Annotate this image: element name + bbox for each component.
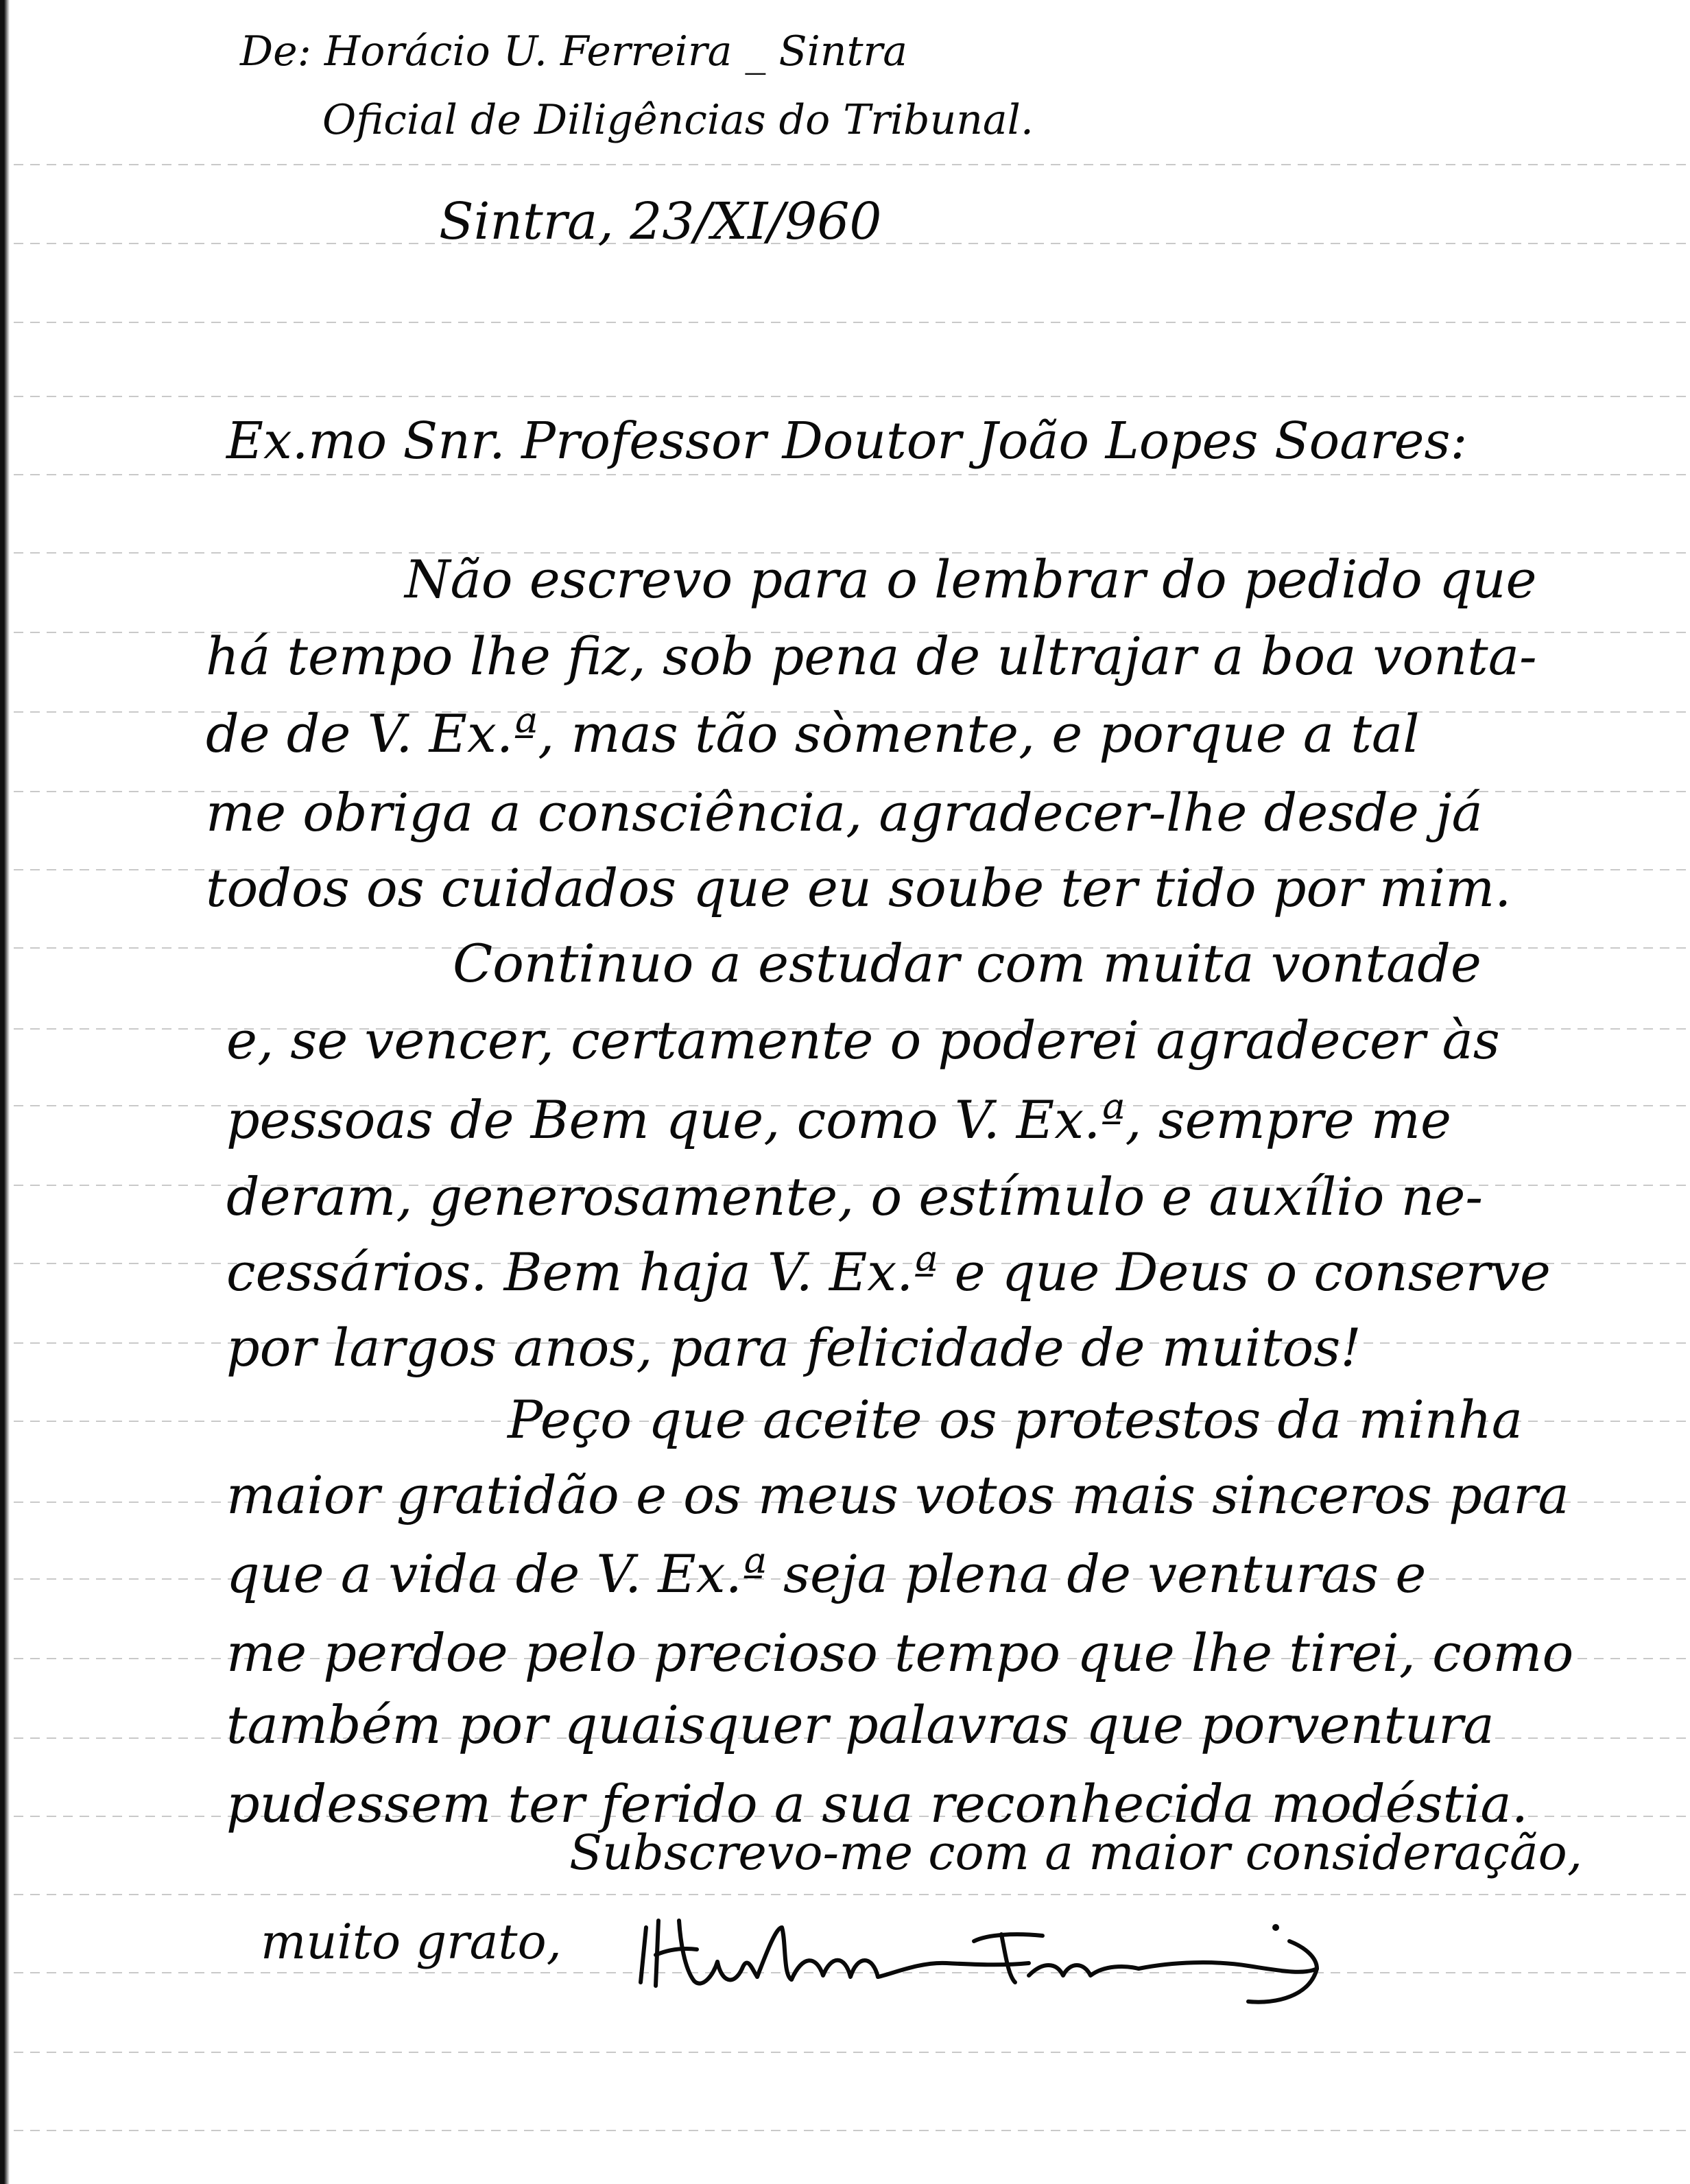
body-line: Não escrevo para o lembrar do pedido que [405,549,1537,610]
body-line: cessários. Bem haja V. Ex.ª e que Deus o conserve [226,1242,1551,1303]
body-line: há tempo lhe fiz, sob pena de ultrajar a boa vonta- [206,626,1537,687]
body-line: todos os cuidados que eu soube ter tido por mim. [206,857,1512,918]
body-line: por largos anos, para felicidade de muitos! [226,1317,1361,1378]
handwritten-signature [631,1900,1344,2017]
letter-date: Sintra, 23/XI/960 [439,192,882,251]
body-line: e, se vencer, certamente o poderei agradecer às [226,1010,1500,1071]
body-line: maior gratidão e os meus votos mais sinceros para [226,1464,1569,1526]
signoff-line: Subscrevo-me com a maior consideração, [569,1825,1583,1881]
body-line: pudessem ter ferido a sua reconhecida modéstia. [226,1773,1528,1834]
body-line: me perdoe pelo precioso tempo que lhe tirei, como [226,1622,1574,1683]
body-line: de de V. Ex.ª, mas tão sòmente, e porque a tal [206,703,1420,764]
body-line: Continuo a estudar com muita vontade [453,933,1481,994]
scan-edge [0,0,10,2184]
body-line: me obriga a consciência, agradecer-lhe desde já [206,782,1483,843]
closing-line: muito grato, [261,1914,562,1970]
sender-line: De: Horácio U. Ferreira _ Sintra [240,27,908,75]
sender-title: Oficial de Diligências do Tribunal. [322,96,1034,144]
body-line: deram, generosamente, o estímulo e auxílio ne- [226,1166,1484,1227]
body-line: que a vida de V. Ex.ª seja plena de venturas e [226,1543,1427,1604]
body-line: pessoas de Bem que, como V. Ex.ª, sempre me [226,1089,1451,1150]
body-line: Peço que aceite os protestos da minha [508,1389,1523,1450]
salutation: Ex.mo Snr. Professor Doutor João Lopes Soares: [226,412,1468,471]
body-line: também por quaisquer palavras que porventura [226,1694,1495,1755]
